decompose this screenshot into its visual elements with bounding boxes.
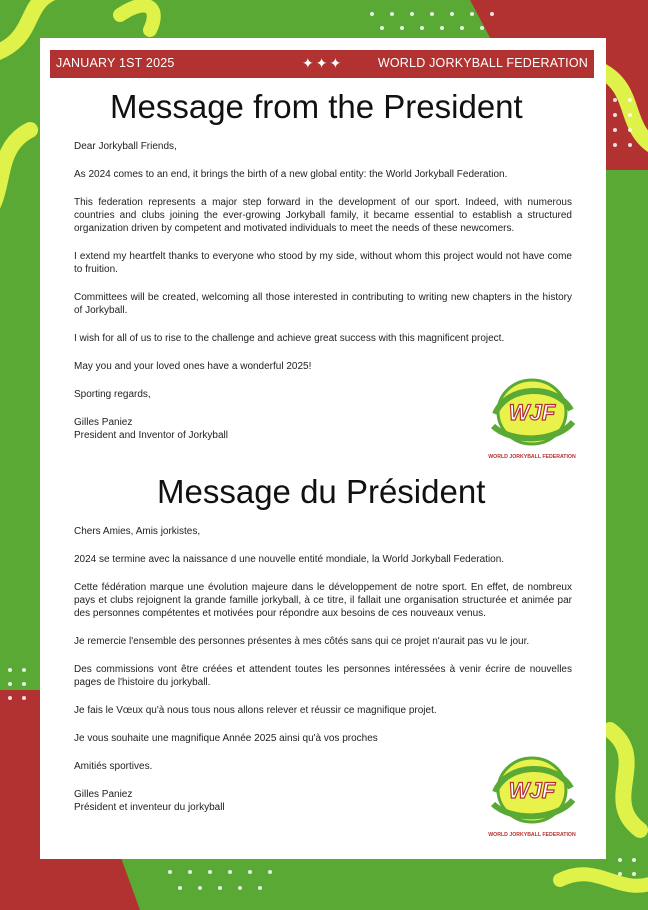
header-stars-icon: ✦✦✦	[302, 55, 344, 71]
paragraph: Chers Amies, Amis jorkistes,	[74, 526, 201, 537]
signature-title: Président et inventeur du jorkyball	[74, 802, 225, 813]
paragraph: As 2024 comes to an end, it brings the birth of a new global entity: the World Jorkyball Federation.	[74, 169, 508, 180]
header-bar	[49, 49, 595, 79]
paragraph: Cette fédération marque une évolution majeure dans le développement de notre sport. En effet, de nombreux pays et clubs rejoignent la grande famille jorkyball, à ce titre, il fallait une organisation structurée et animée par des personnes compétentes et motivées pour répondre aux besoins de ces nouveaux venus.	[74, 582, 572, 619]
paragraph: Dear Jorkyball Friends,	[74, 141, 177, 152]
paragraph: Je vous souhaite une magnifique Année 2025 ainsi qu'à vos proches	[74, 733, 378, 744]
french-title: Message du Président	[157, 473, 486, 510]
paragraph: Je remercie l'ensemble des personnes présentes à mes côtés sans qui ce projet n'aurait pas vu le jour.	[74, 636, 530, 647]
logo-caption: WORLD JORKYBALL FEDERATION	[488, 454, 576, 460]
paragraph: This federation represents a major step forward in the development of our sport. Indeed, with numerous countries and clubs joining the ever-growing Jorkyball family, it became essential to establish a structured organization driven by competent and motivated individuals to meet the needs of these newcomers.	[74, 197, 572, 234]
header-organization: WORLD JORKYBALL FEDERATION	[377, 56, 588, 70]
paragraph: Committees will be created, welcoming all those interested in contributing to writing new chapters in the history of Jorkyball.	[74, 292, 572, 316]
paragraph: Des commissions vont être créées et attendent toutes les personnes intéressées à venir écrire de nouvelles pages de l'histoire du jorkyball.	[74, 664, 572, 688]
wjf-logo	[487, 374, 577, 464]
letter-card	[40, 38, 606, 859]
logo-initials: WJF	[508, 400, 556, 425]
paragraph: Je fais le Vœux qu'à nous tous nous allons relever et réussir ce magnifique projet.	[74, 705, 437, 716]
paragraph: May you and your loved ones have a wonderful 2025!	[74, 361, 312, 372]
paragraph: Amitiés sportives.	[74, 761, 153, 772]
paragraph: I extend my heartfelt thanks to everyone who stood by my side, without whom this project would not have come to fruition.	[74, 251, 572, 275]
english-title: Message from the President	[110, 88, 523, 125]
logo-initials: WJF	[508, 778, 556, 803]
signature-name: Gilles Paniez	[74, 789, 133, 800]
paragraph: I wish for all of us to rise to the challenge and achieve great success with this magnificent project.	[74, 333, 505, 344]
logo-caption: WORLD JORKYBALL FEDERATION	[488, 832, 576, 838]
paragraph: Sporting regards,	[74, 389, 151, 400]
paragraph: 2024 se termine avec la naissance d une nouvelle entité mondiale, la World Jorkyball Federation.	[74, 554, 505, 565]
signature-title: President and Inventor of Jorkyball	[74, 430, 228, 441]
signature-name: Gilles Paniez	[74, 417, 133, 428]
wjf-logo	[487, 752, 577, 842]
header-date: JANUARY 1ST 2025	[56, 56, 175, 70]
